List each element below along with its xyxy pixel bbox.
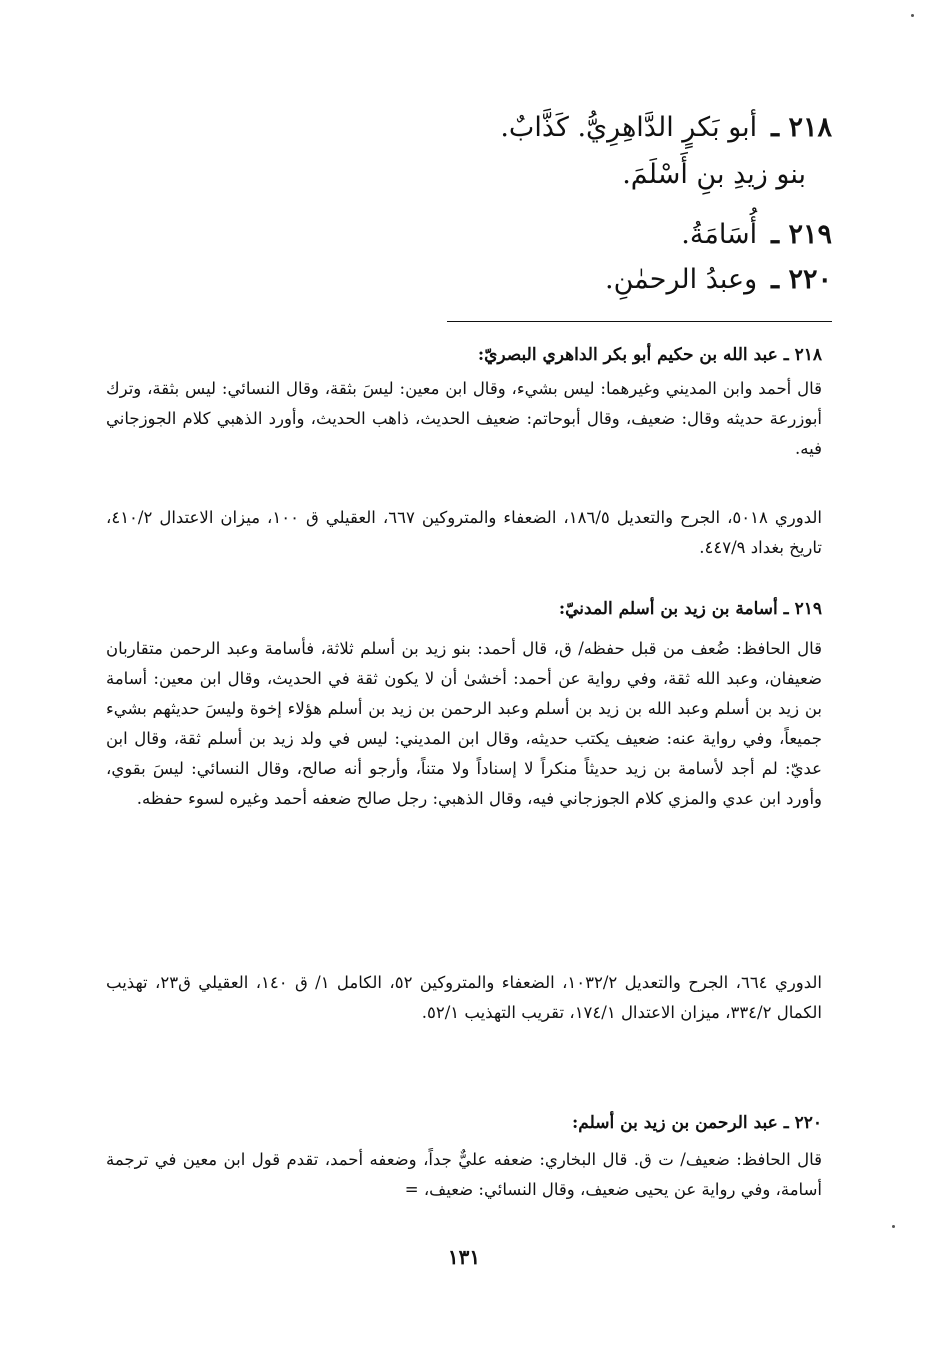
- footnote-219-body: قال الحافظ: ضُعف من قبل حفظه/ ق، قال أحمد: بنو زيد بن أسلم ثلاثة، فأسامة وعبد الرحمن متقاربان ضعيفان، وعبد الله ثقة، وفي رواية عن أحمد: أخشىٰ أن لا يكون ثقة في الحديث، وقال ابن معين: أسامة بن زيد بن أسلم وعبد الله بن زيد بن أسلم وعبد الرحمن بن زيد بن أسلم هؤلاء إخوة وليسَ حديثهم بشيء جميعاً، وفي رواية عنه: ضعيف يكتب حديثه، وقال ابن المديني: ليس في ولد زيد بن أسلم ثقة، وقال ابن عديّ: لم أجد لأسامة بن زيد حديثاً منكراً لا إسناداً ولا متناً، وأرجو أنه صالح، وقال النسائي: ليسَ بقوي، وأورد ابن عدي والمزي كلام الجوزجاني فيه، وقال الذهبي: رجل صالح ضعفه أحمد وغيره لسوء حفظه.: [106, 639, 822, 808]
- main-entry-218: [500, 108, 832, 148]
- main-entry-220: [605, 260, 832, 300]
- footnote-separator: [447, 321, 832, 322]
- main-entry-219: [681, 215, 832, 255]
- entry-text: أبو بَكرٍ الدَّاهِرِيُّ. كَذَّابٌ.: [500, 112, 758, 143]
- footnote-219-heading: ٢١٩ ـ أسامة بن زيد بن أسلم المدنيّ:: [558, 599, 822, 619]
- entry-number: ٢٢٠ ـ: [771, 264, 832, 295]
- main-entry-subheading: [622, 155, 806, 195]
- entry-number: ٢١٨ ـ: [771, 112, 832, 143]
- footnote-218-heading: ٢١٨ ـ عبد الله بن حكيم أبو بكر الداهري البصريّ:: [477, 345, 822, 365]
- scan-speck: [892, 1225, 895, 1228]
- footnote-220-body: قال الحافظ: ضعيف/ ت ق. قال البخاري: ضعفه عليٌّ جداً، وضعفه أحمد، تقدم قول ابن معين في ترجمة أسامة، وفي رواية عن يحيى ضعيف، وقال النسائي: ضعيف، =: [106, 1150, 822, 1199]
- entry-text: وعبدُ الرحمٰنِ.: [605, 264, 758, 295]
- entry-text: أُسَامَةُ.: [681, 219, 758, 250]
- entry-text: بنو زيدِ بنِ أَسْلَمَ.: [622, 159, 806, 190]
- entry-number: ٢١٩ ـ: [771, 219, 832, 250]
- footnote-218-references: الدوري ٥٠١٨، الجرح والتعديل ١٨٦/٥، الضعفاء والمتروكين ٦٦٧، العقيلي ق ١٠٠، ميزان الاعتدال ٤١٠/٢، تاريخ بغداد ٤٤٧/٩.: [106, 508, 822, 557]
- footnote-218-body: قال أحمد وابن المديني وغيرهما: ليس بشيء، وقال ابن معين: ليسَ بثقة، وقال النسائي: ليس بثقة، وترك أبوزرعة حديثه وقال: ضعيف، وقال أبوحاتم: ضعيف الحديث، ذاهب الحديث، وأورد الذهبي كلام الجوزجاني فيه.: [106, 379, 822, 458]
- footnote-220-heading: ٢٢٠ ـ عبد الرحمن بن زيد بن أسلم:: [572, 1113, 822, 1133]
- footnote-219-references: الدوري ٦٦٤، الجرح والتعديل ١٠٣٢/٢، الضعفاء والمتروكين ٥٢، الكامل ١/ ق ١٤٠، العقيلي ق٢٣، تهذيب الكمال ٣٣٤/٢، ميزان الاعتدال ١٧٤/١، تقريب التهذيب ٥٢/١.: [106, 973, 823, 1022]
- scan-speck: [911, 14, 914, 17]
- page-number: ١٣١: [447, 1245, 481, 1269]
